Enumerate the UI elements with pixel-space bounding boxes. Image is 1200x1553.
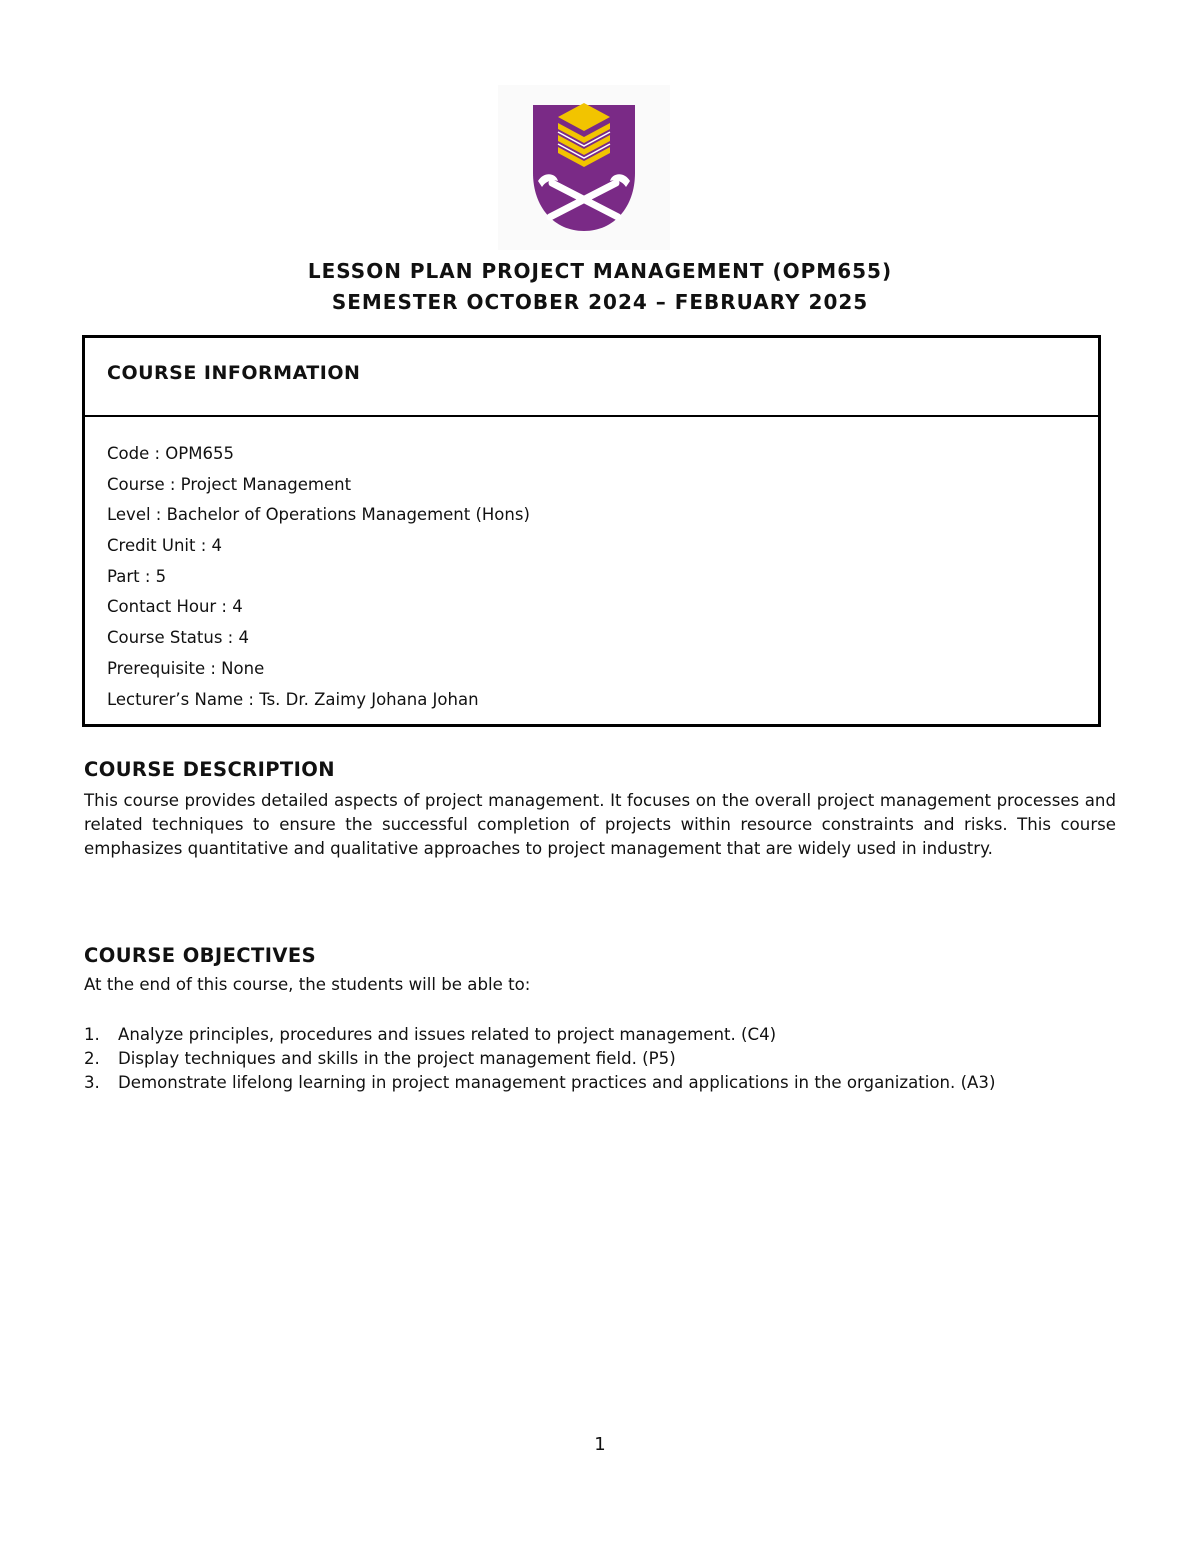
course-objectives-heading: COURSE OBJECTIVES bbox=[84, 944, 317, 967]
info-code: Code : OPM655 bbox=[107, 444, 234, 463]
university-crest-logo bbox=[498, 85, 670, 250]
document-title bbox=[0, 256, 1200, 318]
course-description-text: This course provides detailed aspects of project management. It focuses on the overall project management processes and related techniques to ensure the successful completion of projects within resource constraints and risks. This course emphasizes quantitative and qualitative approaches to project management that are widely used in industry. bbox=[84, 791, 1116, 859]
page-number: 1 bbox=[594, 1434, 606, 1455]
info-course-status: Course Status : 4 bbox=[107, 628, 249, 648]
list-item bbox=[84, 1047, 1104, 1071]
info-part: Part : 5 bbox=[107, 566, 167, 586]
info-contact-hour: Contact Hour : 4 bbox=[107, 597, 243, 617]
info-level: Level : Bachelor of Operations Management (Hons) bbox=[107, 505, 530, 525]
title-line-2: SEMESTER OCTOBER 2024 – FEBRUARY 2025 bbox=[331, 290, 869, 314]
list-item-number: 1. bbox=[84, 1025, 100, 1044]
list-item bbox=[84, 1023, 1104, 1047]
list-item bbox=[84, 1071, 1104, 1095]
list-item-text: Analyze principles, procedures and issues related to project management. (C4) bbox=[118, 1025, 777, 1044]
title-line-1: LESSON PLAN PROJECT MANAGEMENT (OPM655) bbox=[307, 259, 893, 283]
list-item-number: 2. bbox=[84, 1049, 100, 1069]
list-item-text: Demonstrate lifelong learning in project management practices and applications in the organization. (A3) bbox=[118, 1073, 996, 1093]
list-item-number: 3. bbox=[84, 1073, 100, 1093]
course-information-heading: COURSE INFORMATION bbox=[107, 362, 361, 384]
info-credit-unit: Credit Unit : 4 bbox=[107, 536, 223, 556]
course-information-details bbox=[107, 439, 530, 715]
course-objectives-list bbox=[84, 1023, 1104, 1096]
course-objectives-intro: At the end of this course, the students will be able to: bbox=[84, 975, 531, 994]
course-information-box bbox=[82, 335, 1101, 727]
course-description-heading: COURSE DESCRIPTION bbox=[84, 758, 335, 781]
info-prerequisite: Prerequisite : None bbox=[107, 658, 265, 678]
info-lecturer-name: Lecturer’s Name : Ts. Dr. Zaimy Johana Johan bbox=[107, 689, 479, 709]
list-item-text: Display techniques and skills in the project management field. (P5) bbox=[118, 1049, 676, 1069]
course-information-header bbox=[85, 338, 1098, 417]
info-course: Course : Project Management bbox=[107, 474, 352, 494]
